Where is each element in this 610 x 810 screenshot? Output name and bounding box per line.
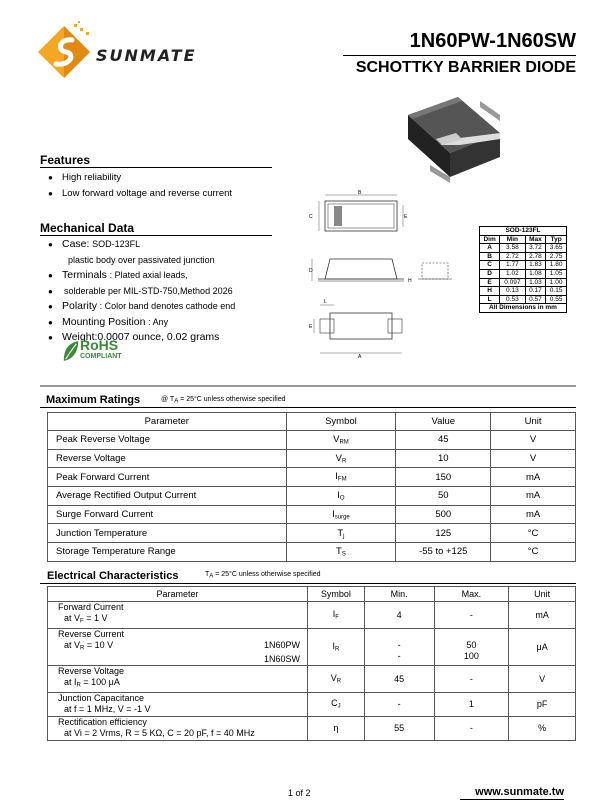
dim-table-footer: All Dimensions in mm <box>480 304 567 313</box>
table-row: Forward Current at $V_F = 1$ V $I_F$ 4 - mA <box>48 602 576 629</box>
column-header: Unit <box>491 413 576 431</box>
table-row: Surge Forward Current $I_{surge}$ 500 mA <box>48 505 576 524</box>
dim-header: Typ <box>546 235 567 244</box>
logo-wordmark: SUNMATE <box>96 46 197 65</box>
rohs-subtitle: COMPLIANT <box>80 353 122 360</box>
column-header: Min. <box>364 587 434 602</box>
column-header: Unit <box>509 587 576 602</box>
table-row: A 3.58 3.72 3.65 <box>480 244 567 253</box>
electrical-divider <box>40 583 576 584</box>
list-item <box>40 284 235 300</box>
rohs-leaf-icon <box>62 338 80 364</box>
dim-header: Min <box>500 235 525 244</box>
mechanical-list <box>40 237 235 346</box>
table-row: E 0.097 1.03 1.00 <box>480 278 567 287</box>
features-divider <box>40 167 272 168</box>
website-link[interactable]: www.sunmate.tw <box>475 786 564 798</box>
list-item: ● Low forward voltage and reverse current <box>40 186 232 202</box>
dim-label-e2: E <box>309 324 313 330</box>
max-ratings-condition: @ $T_A = 25^\circ C$ unless otherwise specified <box>161 396 286 405</box>
table-row: L 0.53 0.57 0.55 <box>480 295 567 304</box>
section-separator <box>40 385 576 387</box>
electrical-heading: Electrical Characteristics <box>47 570 179 582</box>
table-row: Peak Forward Current $I_{FM}$ 150 mA <box>48 468 576 487</box>
dim-label-a: A <box>358 354 362 360</box>
part-number-title: 1N60PW-1N60SW <box>409 30 576 52</box>
case-label: Case: <box>62 238 90 250</box>
table-row: Storage Temperature Range $T_S$ -55 to +125 °C <box>48 543 576 562</box>
terminals-label: Terminals <box>62 269 107 281</box>
case-value: SOD-123FL <box>92 239 141 249</box>
table-row: Junction Temperature $T_j$ 125 °C <box>48 524 576 543</box>
dim-table-caption: SOD-123FL <box>480 227 567 236</box>
table-row: Junction Capacitance at f = 1 MHz, V = -1 V $C_J$ - 1 pF <box>48 692 576 716</box>
table-row: Rectification efficiency at Vi = 2 Vrms, R = 5 KΩ, C = 20 pF, f = 40 MHz η 55 - % <box>48 716 576 740</box>
dim-label-l: L <box>324 299 327 305</box>
table-row: Reverse Current at $V_R = 10$ V 1N60PW 1N60SW $I_R$ - - 50 100 μA <box>48 628 576 666</box>
column-header: Symbol <box>286 413 396 431</box>
dim-label-b: B <box>358 190 362 196</box>
list-item <box>40 299 235 315</box>
package-outline-drawing <box>300 185 472 365</box>
dim-label-e: E <box>404 214 408 220</box>
table-row: Reverse Voltage at $I_R = 100$ μA $V_R$ 45 - V <box>48 666 576 693</box>
dim-label-h: H <box>408 278 412 284</box>
polarity-label: Polarity <box>62 300 98 312</box>
mounting-label: Mounting Position <box>62 315 146 328</box>
table-row: Reverse Voltage $V_R$ 10 V <box>48 449 576 468</box>
electrical-table <box>47 586 576 741</box>
mechanical-heading: Mechanical Data <box>40 221 135 235</box>
column-header: Max. <box>434 587 509 602</box>
max-ratings-heading: Maximum Ratings <box>46 394 141 406</box>
mechanical-divider <box>40 235 272 236</box>
electrical-condition: $T_A = 25^\circ C$ unless otherwise specified <box>205 571 321 580</box>
max-ratings-table <box>47 412 576 562</box>
dim-label-d: D <box>309 268 313 274</box>
table-row: C 1.77 1.83 1.80 <box>480 261 567 270</box>
features-heading: Features <box>40 153 91 167</box>
solderable-text: solderable per MIL-STD-750,Method 2026 <box>64 285 233 296</box>
package-photo <box>400 95 510 185</box>
mounting-value: : Any <box>148 316 169 327</box>
weight-value: 0.0007 ounce, 0.02 grams <box>97 331 220 343</box>
page-number: 1 of 2 <box>288 788 311 798</box>
table-row: D 1.02 1.08 1.05 <box>480 269 567 278</box>
table-row: Average Rectified Output Current $I_O$ 50 mA <box>48 487 576 506</box>
column-header: Parameter <box>48 587 308 602</box>
footer-underline <box>460 799 564 800</box>
max-ratings-divider <box>40 407 576 408</box>
column-header: Parameter <box>48 413 287 431</box>
product-subtitle: SCHOTTKY BARRIER DIODE <box>355 59 576 76</box>
terminals-value: : Plated axial leads, <box>109 270 188 280</box>
list-item <box>40 315 235 331</box>
dim-header: Dim <box>480 235 500 244</box>
table-row: Peak Reverse Voltage $V_{RM}$ 45 V <box>48 431 576 450</box>
polarity-value: : Color band denotes cathode end <box>99 301 236 311</box>
column-header: Symbol <box>307 587 364 602</box>
features-list <box>40 170 232 202</box>
rohs-title: RoHS <box>80 337 119 353</box>
list-item <box>40 268 235 284</box>
table-row: H 0.13 0.17 0.15 <box>480 287 567 296</box>
list-item: ● High reliability <box>40 170 232 186</box>
list-item <box>40 237 235 268</box>
weight-label: Weight: <box>62 331 98 343</box>
dim-header: Max <box>525 235 546 244</box>
table-row: B 2.72 2.78 2.75 <box>480 252 567 261</box>
case-note: plastic body over passivated junction <box>68 254 215 265</box>
dimension-table <box>479 226 567 313</box>
title-divider <box>343 55 576 56</box>
column-header: Value <box>396 413 491 431</box>
dim-label-c: C <box>309 214 313 220</box>
